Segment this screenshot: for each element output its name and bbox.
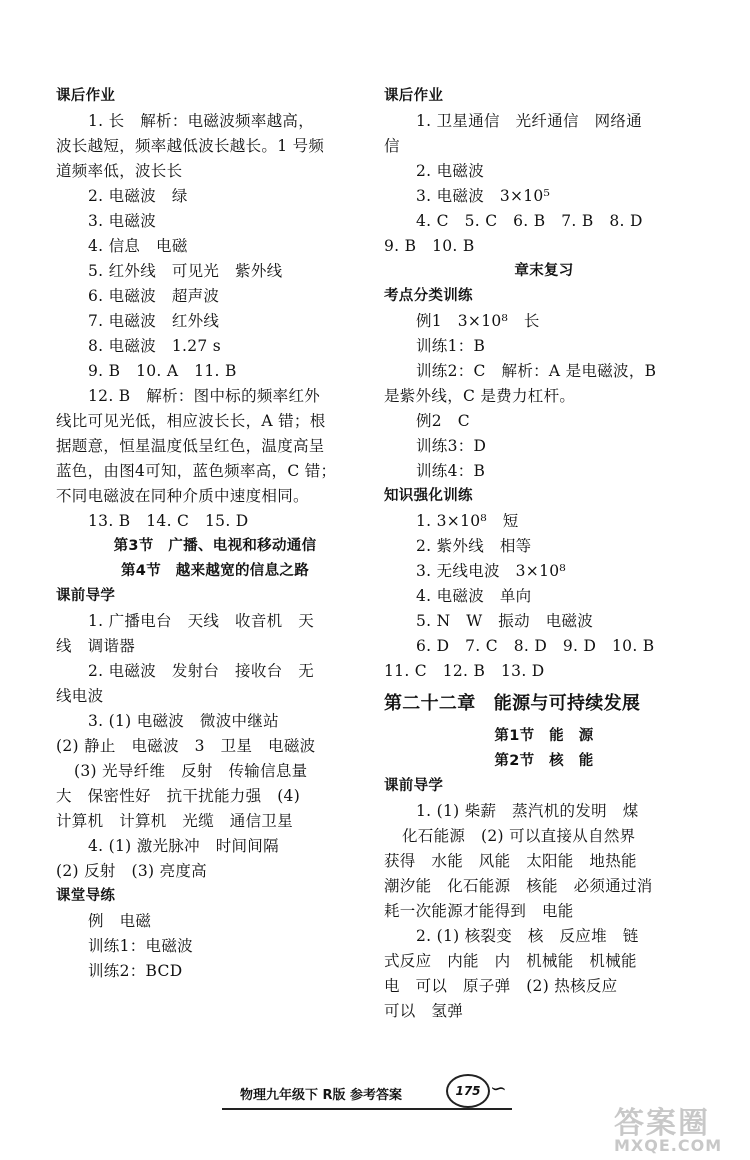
answer-line: 蓝色，由图4可知，蓝色频率高，C 错； xyxy=(56,462,337,480)
answer-line: 1. (1) 柴薪 蒸汽机的发明 煤 xyxy=(416,802,639,820)
answer-line: 电 可以 原子弹 (2) 热核反应 xyxy=(384,977,618,995)
answer-line: 训练1：电磁波 xyxy=(88,937,193,955)
footer-rule xyxy=(222,1108,512,1110)
answer-line: (3) 光导纤维 反射 传输信息量 xyxy=(74,762,308,780)
answer-line: 线比可见光低，相应波长长，A 错；根 xyxy=(56,412,326,430)
answer-line: 不同电磁波在同种介质中速度相同。 xyxy=(56,487,309,505)
answer-line: 是紫外线，C 是费力杠杆。 xyxy=(384,387,576,405)
section-heading: 章末复习 xyxy=(514,263,574,279)
footer-title: 物理九年级下 R版 参考答案 xyxy=(240,1088,403,1103)
answer-line: 6. 电磁波 超声波 xyxy=(88,287,220,305)
answer-line: (2) 反射 (3) 亮度高 xyxy=(56,862,207,880)
answer-line: 训练2：BCD xyxy=(88,962,183,980)
section-heading: 考点分类训练 xyxy=(384,288,473,304)
section-heading: 第3节 广播、电视和移动通信 xyxy=(113,538,317,554)
answer-line: 训练3：D xyxy=(416,437,487,455)
answer-line: 2. 电磁波 绿 xyxy=(88,187,188,205)
answer-line: 例2 C xyxy=(416,412,470,430)
left-column xyxy=(56,84,374,984)
section-heading: 课前导学 xyxy=(384,778,444,794)
answer-line: 4. C 5. C 6. B 7. B 8. D xyxy=(416,212,643,230)
section-heading: 课前导学 xyxy=(56,588,116,604)
swirl-ornament-icon: ∽ xyxy=(490,1076,507,1100)
answer-line: 9. B 10. B xyxy=(384,237,475,255)
answer-line: 大 保密性好 抗干扰能力强 (4) xyxy=(56,787,301,805)
answer-line: 2. 电磁波 发射台 接收台 无 xyxy=(88,662,315,680)
answer-line: 3. (1) 电磁波 微波中继站 xyxy=(88,712,279,730)
answer-line: 获得 水能 风能 太阳能 地热能 xyxy=(384,852,637,870)
answer-line: 计算机 计算机 光缆 通信卫星 xyxy=(56,812,294,830)
answer-line: 4. 信息 电磁 xyxy=(88,237,188,255)
answer-line: 可以 氢弹 xyxy=(384,1002,464,1020)
watermark-top: 答案圈 xyxy=(614,1106,710,1141)
section-heading: 课后作业 xyxy=(384,88,444,104)
answer-line: 线电波 xyxy=(56,687,104,705)
answer-line: 1. 广播电台 天线 收音机 天 xyxy=(88,612,315,630)
section-heading: 知识强化训练 xyxy=(384,488,473,504)
answer-line: 道频率低，波长长 xyxy=(56,162,183,180)
page-number: 175 xyxy=(446,1074,490,1108)
answer-line: 线 调谐器 xyxy=(56,637,136,655)
answer-line: 据题意，恒星温度低呈红色，温度高呈 xyxy=(56,437,325,455)
answer-line: 11. C 12. B 13. D xyxy=(384,662,545,680)
answer-line: 2. 紫外线 相等 xyxy=(416,537,532,555)
answer-line: 耗一次能源才能得到 电能 xyxy=(384,902,574,920)
watermark-bottom: MXQE.COM xyxy=(614,1136,723,1155)
answer-line: (2) 静止 电磁波 3 卫星 电磁波 xyxy=(56,737,316,755)
answer-line: 训练1：B xyxy=(416,337,486,355)
answer-line: 4. 电磁波 单向 xyxy=(416,587,532,605)
answer-line: 6. D 7. C 8. D 9. D 10. B xyxy=(416,637,655,655)
answer-line: 7. 电磁波 红外线 xyxy=(88,312,220,330)
answer-line: 化石能源 (2) 可以直接从自然界 xyxy=(402,827,636,845)
watermark xyxy=(596,1098,746,1158)
answer-line: 4. (1) 激光脉冲 时间间隔 xyxy=(88,837,279,855)
section-heading: 第4节 越来越宽的信息之路 xyxy=(121,563,309,579)
answer-line: 潮汐能 化石能源 核能 必须通过消 xyxy=(384,877,653,895)
answer-line: 例1 3×10⁸ 长 xyxy=(416,312,540,330)
section-heading: 课堂导练 xyxy=(56,888,116,904)
answer-line: 波长越短，频率越低波长越长。1 号频 xyxy=(56,137,325,155)
answer-line: 训练4：B xyxy=(416,462,486,480)
answer-line: 式反应 内能 内 机械能 机械能 xyxy=(384,952,637,970)
answer-line: 2. 电磁波 xyxy=(416,162,485,180)
chapter-heading: 第二十二章 能源与可持续发展 xyxy=(384,693,641,714)
answer-line: 12. B 解析：图中标的频率红外 xyxy=(88,387,321,405)
answer-line: 2. (1) 核裂变 核 反应堆 链 xyxy=(416,927,639,945)
section-heading: 第1节 能 源 xyxy=(494,728,594,744)
right-column xyxy=(384,84,704,1024)
answer-line: 5. N W 振动 电磁波 xyxy=(416,612,594,630)
answer-line: 例 电磁 xyxy=(88,912,152,930)
answer-line: 1. 长 解析：电磁波频率越高， xyxy=(88,112,315,130)
answer-line: 信 xyxy=(384,137,400,155)
answer-line: 13. B 14. C 15. D xyxy=(88,512,249,530)
answer-line: 3. 电磁波 3×10⁵ xyxy=(416,187,551,205)
answer-line: 5. 红外线 可见光 紫外线 xyxy=(88,262,283,280)
section-heading: 第2节 核 能 xyxy=(494,753,594,769)
section-heading: 课后作业 xyxy=(56,88,116,104)
answer-line: 1. 卫星通信 光纤通信 网络通 xyxy=(416,112,643,130)
answer-line: 3. 无线电波 3×10⁸ xyxy=(416,562,566,580)
answer-line: 1. 3×10⁸ 短 xyxy=(416,512,519,530)
answer-line: 训练2：C 解析：A 是电磁波，B xyxy=(416,362,657,380)
answer-line: 3. 电磁波 xyxy=(88,212,157,230)
answer-line: 9. B 10. A 11. B xyxy=(88,362,237,380)
answer-line: 8. 电磁波 1.27 s xyxy=(88,337,222,355)
